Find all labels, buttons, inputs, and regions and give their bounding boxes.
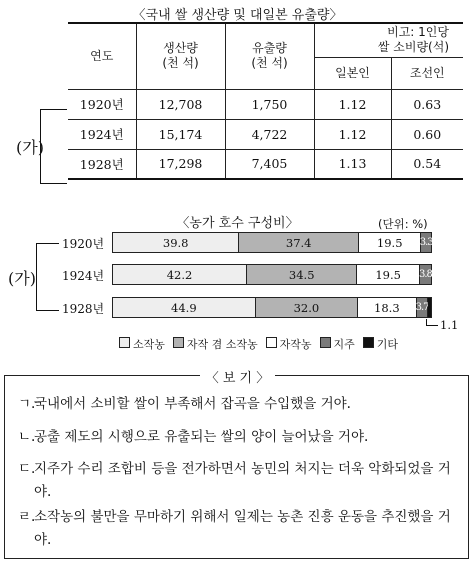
- data-label: 32.0: [293, 300, 320, 315]
- chart-bracket-label: (가): [8, 269, 36, 288]
- data-label: 3.8: [418, 269, 432, 280]
- legend-item: 자작농: [266, 336, 312, 352]
- callout-line-h: [426, 325, 438, 326]
- table-title: 〈국내 쌀 생산량 및 대일본 유출량〉: [132, 8, 343, 23]
- data-label: 37.4: [285, 235, 312, 250]
- chart-legend: [119, 336, 398, 352]
- legend-item: 지주: [320, 336, 355, 352]
- data-label: 19.5: [376, 235, 403, 250]
- bogi-title: 〈 보 기 〉: [0, 367, 475, 386]
- table-row: 1920년 12,708 1,750 1.12 0.63: [68, 89, 463, 119]
- legend-item: 기타: [363, 336, 398, 352]
- chart-title: 〈농가 호수 구성비〉: [176, 216, 299, 231]
- table-bracket: [40, 109, 67, 184]
- data-label: 39.8: [162, 235, 189, 250]
- data-label: 3.3: [419, 237, 433, 248]
- bar-segment: [112, 297, 256, 318]
- callout-label: 1.1: [440, 318, 459, 332]
- header-consumption: 비고: 1인당 쌀 소비량(석): [314, 23, 463, 57]
- data-label: 19.5: [375, 267, 401, 282]
- bar-segment: [239, 232, 359, 253]
- bogi-item: ㄹ.소작농의 불만을 무마하기 위해서 일제는 농촌 진흥 운동을 추진했을 거야.: [18, 509, 451, 548]
- header-japanese: 일본인: [314, 57, 391, 89]
- data-label: 34.5: [288, 267, 315, 282]
- bar-segment: [358, 297, 417, 318]
- bar-segment: [420, 264, 432, 285]
- chart-bracket: [36, 243, 59, 311]
- bar-segment: [359, 232, 421, 253]
- bar-segment: [112, 232, 239, 253]
- bogi-item: ㄷ.지주가 수리 조합비 등을 전가하면서 농민의 처지는 더욱 악화되었을 거야.: [18, 461, 451, 500]
- data-label: 18.3: [374, 300, 400, 315]
- table-bracket-label: (가): [16, 138, 44, 157]
- data-label: 3.7: [415, 302, 429, 313]
- data-label: 42.2: [166, 267, 193, 282]
- header-production: 생산량 (천 석): [136, 23, 225, 89]
- bar-segment: [417, 297, 429, 318]
- bogi-item: ㄱ.국내에서 소비할 쌀이 부족해서 잡곡을 수입했을 거야.: [18, 396, 351, 412]
- bogi-item: ㄴ.공출 제도의 시행으로 유출되는 쌀의 양이 늘어났을 거야.: [18, 429, 369, 445]
- header-year: 연도: [68, 23, 136, 89]
- header-korean: 조선인: [391, 57, 463, 89]
- bar-segment: [428, 297, 432, 318]
- rice-table: [68, 22, 463, 180]
- bar-segment: [256, 297, 358, 318]
- legend-item: 자작 겸 소작농: [173, 336, 258, 352]
- header-outflow: 유출량 (천 석): [225, 23, 314, 89]
- legend-item: 소작농: [119, 336, 165, 352]
- bar-segment: [247, 264, 357, 285]
- bar-segment: [421, 232, 432, 253]
- bar-segment: [112, 264, 247, 285]
- data-label: 44.9: [171, 300, 197, 315]
- table-row: 1928년 17,298 7,405 1.13 0.54: [68, 149, 463, 179]
- y-tick-label: 1928년: [62, 302, 105, 316]
- chart-unit: (단위: %): [378, 217, 428, 231]
- bar-segment: [357, 264, 419, 285]
- y-tick-label: 1924년: [62, 269, 105, 283]
- table-row: 1924년 15,174 4,722 1.12 0.60: [68, 119, 463, 149]
- y-tick-label: 1920년: [62, 237, 105, 251]
